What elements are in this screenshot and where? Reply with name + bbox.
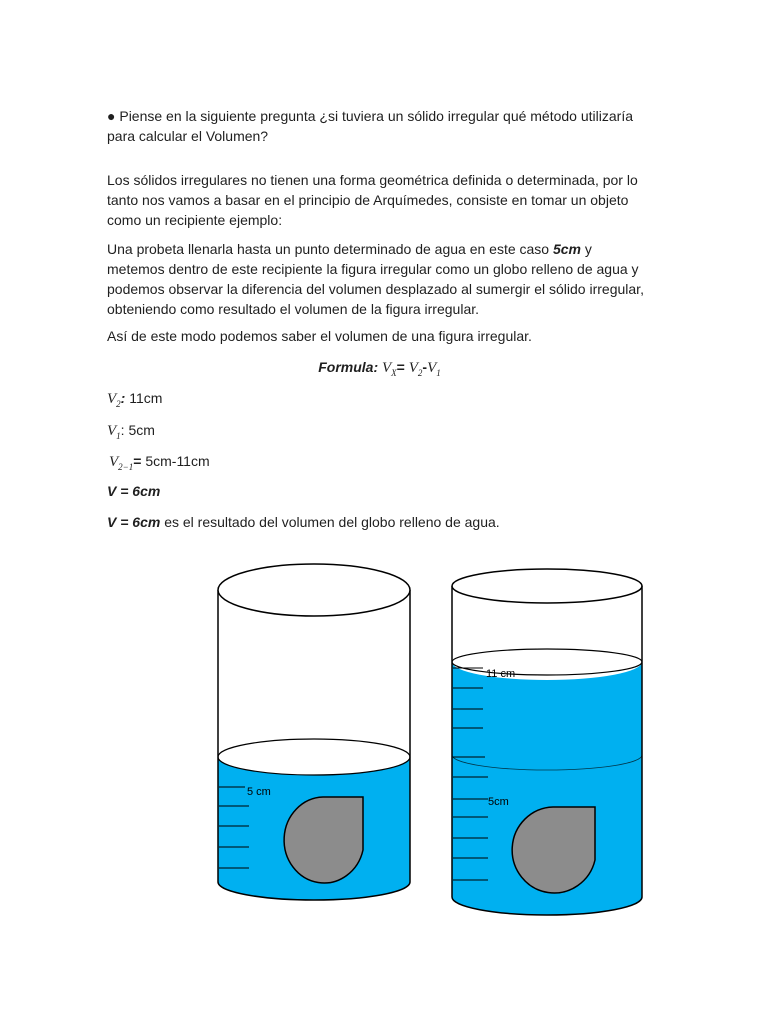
- v21-value: 5cm-11cm: [141, 453, 210, 469]
- v2-value: 11cm: [125, 390, 163, 406]
- bullet-icon: ●: [107, 108, 116, 124]
- beaker-right-label-bottom: 5cm: [488, 796, 509, 808]
- result-sentence-rest: es el resultado del volumen del globo relleno de agua.: [160, 514, 500, 530]
- v1-colon: :: [120, 422, 125, 438]
- beaker-right: [452, 569, 642, 915]
- beaker-right-balloon: [512, 807, 595, 893]
- beaker-left-water-surface: [218, 739, 410, 775]
- formula-v-1: $V_1$: [427, 360, 441, 378]
- v2-colon: :: [120, 390, 126, 406]
- formula-equals: =: [396, 359, 405, 375]
- formula-minus: -: [422, 359, 428, 375]
- paragraph-2-after: y metemos dentro de este recipiente la figura irregular como un globo relleno de agua y podemos observar la diferencia del volumen desplazado al sumergir el sólido irregular, obteniendo como resultado el volumen de la figura irregular.: [107, 241, 644, 317]
- paragraph-2-highlight: 5cm: [552, 241, 582, 257]
- paragraph-1: Los sólidos irregulares no tienen una forma geométrica definida o determinada, por lo tanto nos vamos a basar en el principio de Arquímedes, consiste en tomar un objeto como un recipiente ejemplo:: [107, 172, 638, 228]
- question-text: Piense en la siguiente pregunta ¿si tuviera un sólido irregular qué método utilizaría para calcular el Volumen?: [107, 108, 633, 144]
- result-sentence-bold: V = 6cm: [107, 514, 161, 530]
- beaker-right-rim: [452, 569, 642, 603]
- beaker-right-label-top: 11 cm: [486, 668, 516, 680]
- formula-v-2: $V_2$: [408, 360, 423, 378]
- beaker-left-label: 5 cm: [247, 786, 271, 798]
- v21-symbol: $V_{2-1}$: [109, 454, 134, 472]
- formula-v-x: $V_X$: [382, 360, 397, 378]
- paragraph-3: Así de este modo podemos saber el volumen de una figura irregular.: [107, 328, 532, 344]
- beaker-right-water-surface: [452, 649, 642, 675]
- v2-symbol: $V_2$: [107, 391, 121, 409]
- beaker-left-balloon: [284, 797, 363, 883]
- v1-value: 5cm: [124, 422, 155, 438]
- result-line: V = 6cm: [107, 483, 161, 499]
- v1-symbol: $V_1$: [107, 423, 121, 441]
- beaker-left-rim: [218, 564, 410, 616]
- paragraph-2-before: Una probeta llenarla hasta un punto determinado de agua en este caso: [107, 241, 553, 257]
- formula-label: Formula:: [318, 359, 379, 375]
- v21-equals: =: [133, 453, 142, 469]
- beaker-left: [218, 564, 410, 900]
